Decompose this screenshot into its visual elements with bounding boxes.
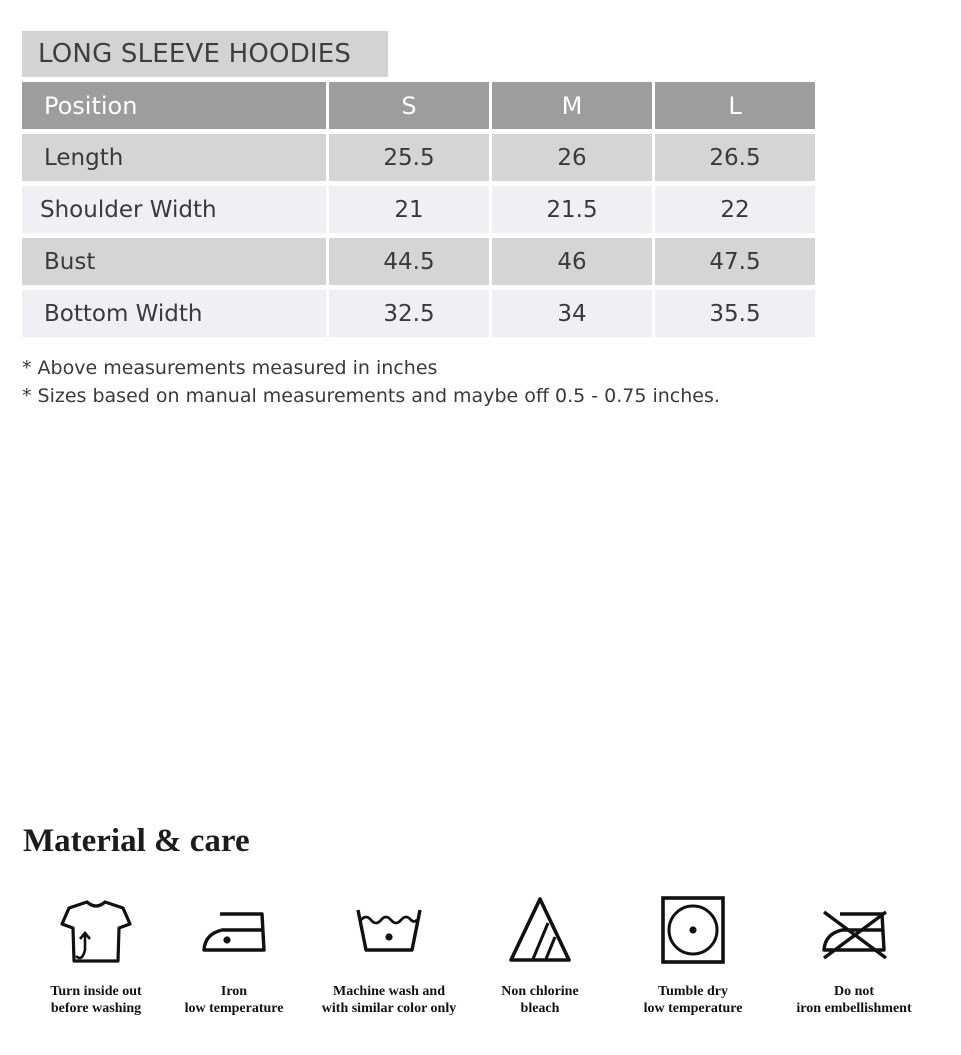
measurement-notes bbox=[22, 354, 720, 410]
care-label bbox=[149, 983, 319, 1017]
care-label-line: Tumble dry bbox=[658, 984, 728, 999]
care-label-line: low temperature bbox=[184, 1001, 284, 1016]
care-label bbox=[455, 983, 625, 1017]
table-cell: 21 bbox=[329, 186, 489, 233]
care-label-line: low temperature bbox=[643, 1001, 743, 1016]
column-header-m: M bbox=[492, 82, 652, 129]
care-label-line: with similar color only bbox=[321, 1001, 457, 1016]
table-cell: 25.5 bbox=[329, 134, 489, 181]
size-chart-table bbox=[22, 82, 815, 337]
table-cell: 21.5 bbox=[492, 186, 652, 233]
table-cell: 22 bbox=[655, 186, 815, 233]
table-cell: 35.5 bbox=[655, 290, 815, 337]
care-label bbox=[304, 983, 474, 1017]
care-item-non-chlorine-bleach bbox=[455, 890, 625, 1017]
note-accuracy: * Sizes based on manual measurements and maybe off 0.5 - 0.75 inches. bbox=[22, 385, 720, 407]
table-cell: 44.5 bbox=[329, 238, 489, 285]
care-label bbox=[769, 983, 939, 1017]
do-not-iron-icon bbox=[812, 890, 896, 974]
table-cell: 34 bbox=[492, 290, 652, 337]
row-label-bust: Bust bbox=[22, 238, 326, 285]
iron-low-icon bbox=[192, 890, 276, 974]
care-label-line: Turn inside out bbox=[50, 984, 142, 999]
row-label-bottom-width: Bottom Width bbox=[22, 290, 326, 337]
tumble-dry-low-icon bbox=[651, 890, 735, 974]
tshirt-inside-out-icon bbox=[54, 890, 138, 974]
table-cell: 26 bbox=[492, 134, 652, 181]
machine-wash-icon bbox=[347, 890, 431, 974]
column-header-s: S bbox=[329, 82, 489, 129]
table-title: LONG SLEEVE HOODIES bbox=[22, 31, 388, 77]
care-item-iron-low bbox=[149, 890, 319, 1017]
row-label-shoulder-width: Shoulder Width bbox=[22, 186, 326, 233]
care-label-line: Iron bbox=[220, 984, 248, 999]
care-label-line: bleach bbox=[520, 1001, 560, 1016]
care-label-line: Do not bbox=[833, 984, 875, 999]
care-item-tumble-dry-low bbox=[608, 890, 778, 1017]
table-cell: 47.5 bbox=[655, 238, 815, 285]
care-label-line: Non chlorine bbox=[501, 984, 579, 999]
care-label bbox=[608, 983, 778, 1017]
table-cell: 46 bbox=[492, 238, 652, 285]
care-item-do-not-iron bbox=[769, 890, 939, 1017]
care-section-title: Material & care bbox=[23, 823, 250, 859]
care-item-machine-wash bbox=[304, 890, 474, 1017]
table-cell: 26.5 bbox=[655, 134, 815, 181]
column-header-l: L bbox=[655, 82, 815, 129]
note-units: * Above measurements measured in inches bbox=[22, 357, 438, 379]
care-label-line: iron embellishment bbox=[796, 1001, 912, 1016]
table-cell: 32.5 bbox=[329, 290, 489, 337]
row-label-length: Length bbox=[22, 134, 326, 181]
column-header-position: Position bbox=[22, 82, 326, 129]
care-label-line: Machine wash and bbox=[332, 984, 446, 999]
care-label-line: before washing bbox=[50, 1001, 142, 1016]
non-chlorine-bleach-icon bbox=[498, 890, 582, 974]
